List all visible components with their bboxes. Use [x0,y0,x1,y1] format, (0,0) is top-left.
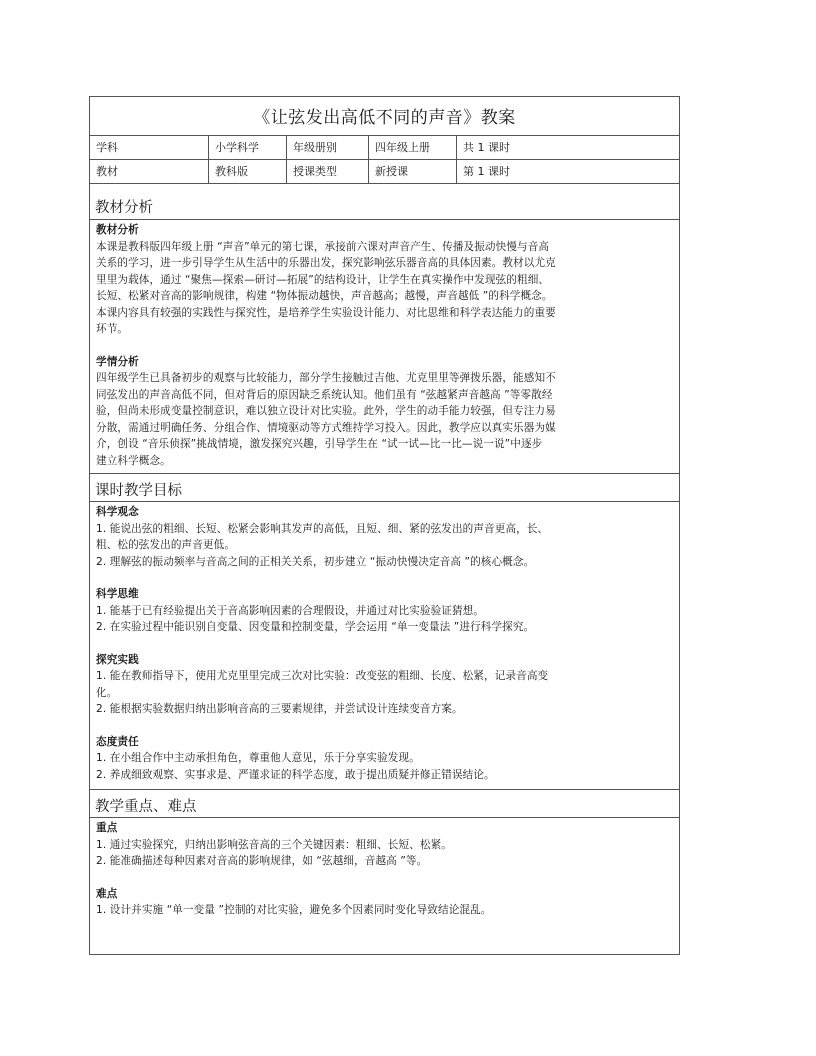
list-item: 2. 能根据实验数据归纳出影响音高的三要素规律，并尝试设计连续变音方案。 [96,703,463,715]
subheading-difficulties: 难点 [96,887,118,900]
text-line: 建立科学概念。 [96,454,171,467]
subheading-scientific-thinking: 科学思维 [96,588,139,600]
info-row-1 [90,136,679,160]
text-line: 长短、松紧对音高的影响规律，构建 “物体振动越快，声音越高；越慢，声音越低 ”的科学概念。 [96,290,553,302]
list-item: 1. 设计并实施 “单一变量 ”控制的对比实验，避免多个因素同时变化导致结论混乱。 [96,904,492,916]
page-title: 《让弦发出高低不同的声音》教案 [90,97,679,136]
list-item: 1. 能说出弦的粗细、长短、松紧会影响其发声的高低，且短、细、紧的弦发出的声音更高，长、 [96,522,549,535]
text-line: 同弦发出的声音高低不同，但对背后的原因缺乏系统认知。他们虽有 “弦越紧声音越高 ”等零散经 [96,388,553,401]
lesson-type-value: 新授课 [369,160,457,183]
grade-label: 年级册别 [287,136,369,159]
subheading-key-points: 重点 [96,822,118,834]
subheading-scientific-concept: 科学观念 [96,506,139,518]
section-heading-key-points: 教学重点、难点 [90,789,679,818]
text-line: 分散，需通过明确任务、分组合作、情境驱动等方式维持学习投入。因此，教学应以真实乐器为媒 [96,421,556,434]
lesson-plan-table [89,96,680,955]
subject-label: 学科 [90,136,209,159]
section-body-analysis [90,220,679,473]
list-item: 2. 能准确描述每种因素对音高的影响规律，如 “弦越细，音越高 ”等。 [96,855,428,867]
section-heading-objectives: 课时教学目标 [90,473,679,502]
textbook-analysis-text [96,239,673,338]
text-line: 环节。 [96,323,129,335]
info-row-2 [90,160,679,184]
text-line: 介，创设 “音乐侦探”挑战情境，激发探究兴趣，引导学生在 “试一试—比一比—说一说”中逐步 [96,438,543,450]
list-item: 1. 能基于已有经验提出关于音高影响因素的合理假设，并通过对比实验验证猜想。 [96,604,485,617]
list-item: 2. 理解弦的振动频率与音高之间的正相关关系，初步建立 “振动快慢决定音高 ”的核心概念。 [96,555,535,568]
list-item: 1. 在小组合作中主动承担角色，尊重他人意见，乐于分享实验发现。 [96,752,420,764]
list-item: 粗、松的弦发出的声音更低。 [96,539,236,551]
text-line: 里里为载体，通过 “聚焦—探索—研讨—拓展”的结构设计，让学生在真实操作中发现弦的粗细、 [96,273,550,286]
section-body-key-points [90,818,679,919]
section-heading-analysis: 教材分析 [90,191,679,220]
text-line: 本课是教科版四年级上册 “声音”单元的第七课，承接前六课对声音产生、传播及振动快慢与音高 [96,240,550,253]
textbook-value: 教科版 [209,160,287,183]
list-item: 化。 [96,686,118,699]
text-line: 四年级学生已具备初步的观察与比较能力，部分学生接触过吉他、尤克里里等弹拨乐器，能感知不 [96,372,556,384]
period-number: 第 1 课时 [463,165,510,178]
list-item: 1. 通过实验探究，归纳出影响弦音高的三个关键因素：粗细、长短、松紧。 [96,838,452,851]
total-periods: 共 1 课时 [463,141,510,154]
list-item: 1. 能在教师指导下，使用尤克里里完成三次对比实验：改变弦的粗细、长度、松紧，记录音高变 [96,670,549,682]
subheading-student-analysis: 学情分析 [96,355,139,368]
textbook-label: 教材 [90,160,209,183]
grade-value: 四年级上册 [369,136,457,159]
text-line: 关系的学习，进一步引导学生从生活中的乐器出发，探究影响弦乐器音高的具体因素。教材以尤克 [96,257,556,269]
list-item: 2. 在实验过程中能识别自变量、因变量和控制变量，学会运用 “单一变量法 ”进行科学探究。 [96,621,535,633]
subject-value: 小学科学 [209,136,287,159]
text-line: 本课内容具有较强的实践性与探究性，是培养学生实验设计能力、对比思维和科学表达能力的重要 [96,306,556,319]
lesson-type-label: 授课类型 [287,160,369,183]
text-line: 验，但尚未形成变量控制意识，难以独立设计对比实验。此外，学生的动手能力较强，但专注力易 [96,405,556,417]
section-body-objectives [90,502,679,789]
student-analysis-text [96,370,673,469]
subheading-inquiry-practice: 探究实践 [96,653,139,666]
list-item: 2. 养成细致观察、实事求是、严谨求证的科学态度，敢于提出质疑并修正错误结论。 [96,768,495,781]
subheading-attitude: 态度责任 [96,735,139,748]
subheading-textbook-analysis: 教材分析 [96,224,139,236]
